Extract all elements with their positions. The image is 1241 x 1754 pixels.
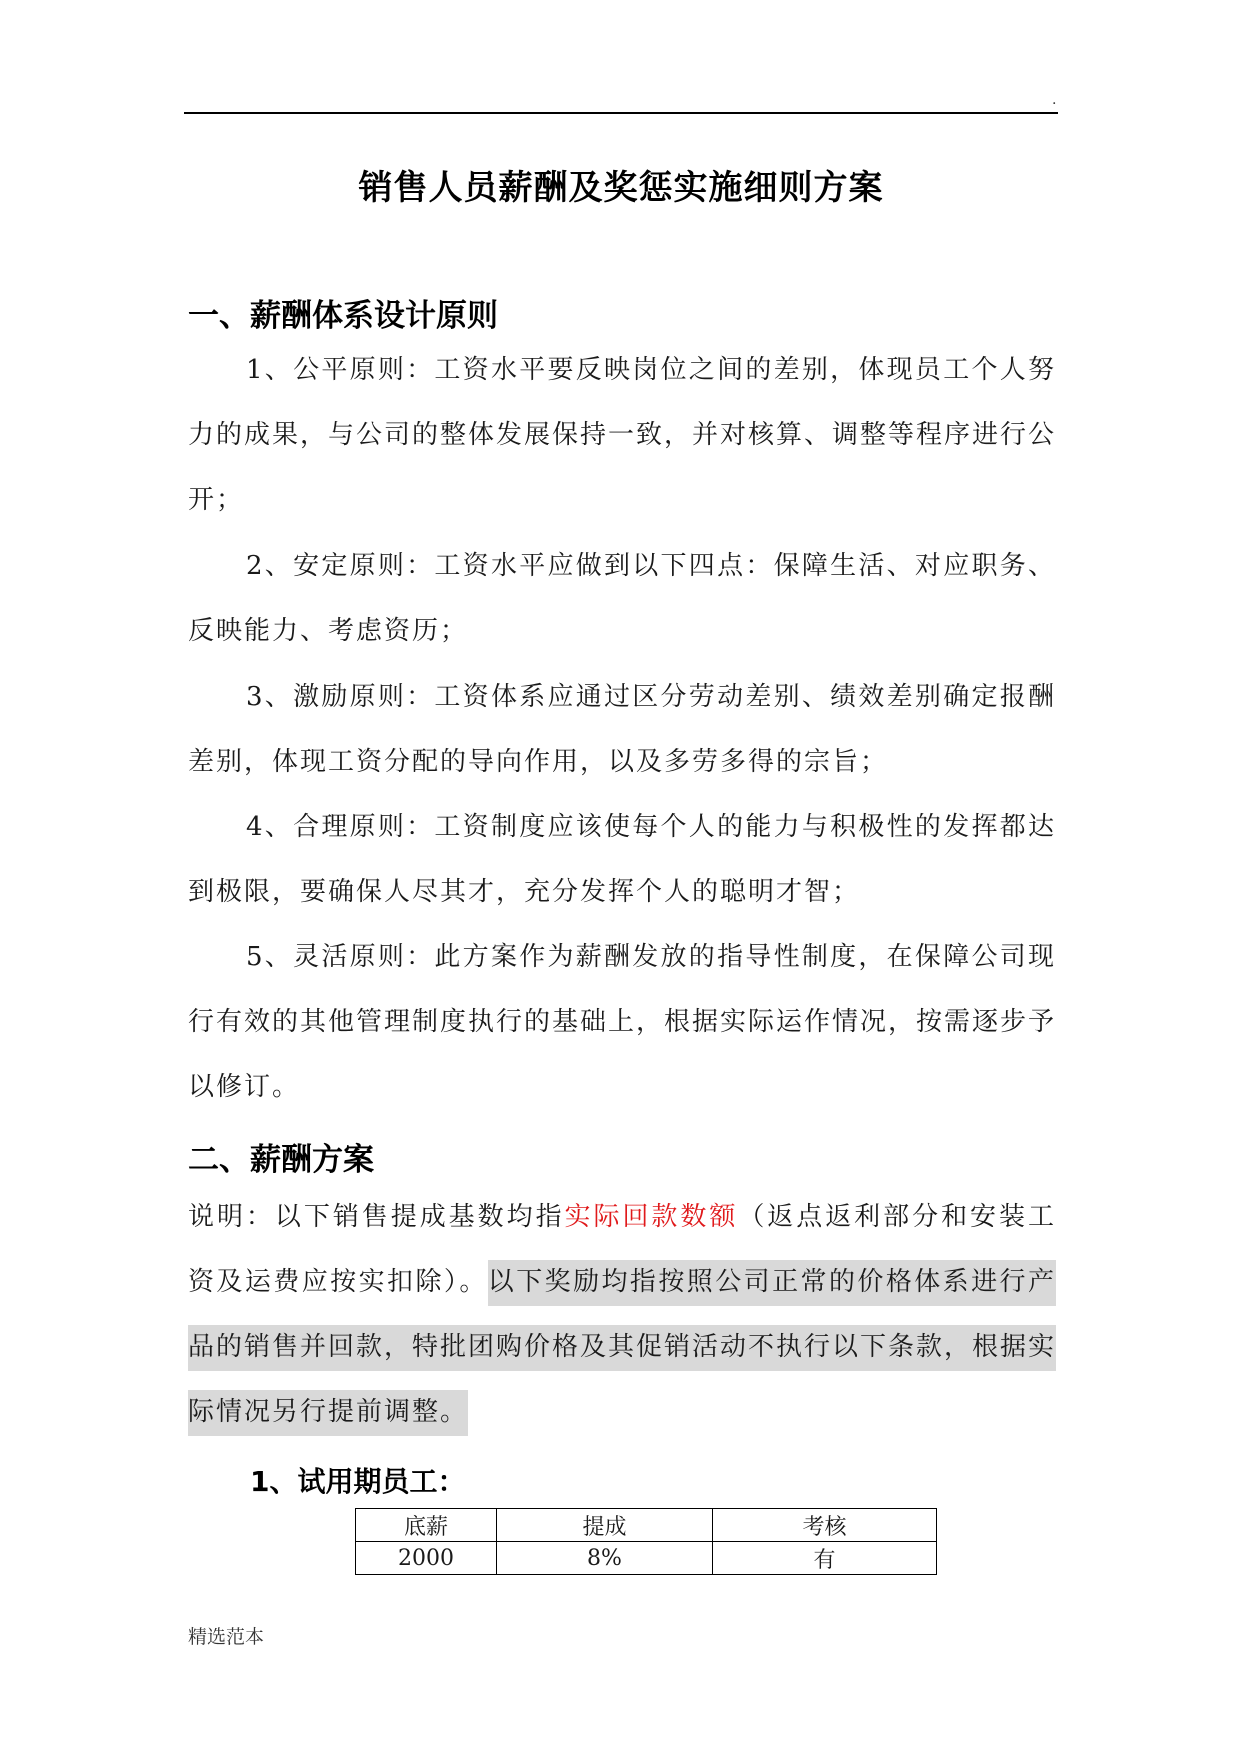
table-header-cell: 考核 [713,1509,937,1542]
principle-incentive: 3、激励原则：工资体系应通过区分劳动差别、绩效差别确定报酬差别，体现工资分配的导向作用，以及多劳多得的宗旨； [188,682,1056,777]
header-rule [184,112,1058,114]
salary-note-highlight: 以下奖励均指按照公司正常的价格体系进行产品的销售并回款，特批团购价格及其促销活动不执行以下条款，根据实际情况另行提前调整。 [188,1260,1056,1436]
footer-text: 精选范本 [188,1626,265,1648]
subheading-probation: 1、试用期员工： [250,1465,466,1498]
table-cell: 2000 [356,1542,497,1575]
table-header-cell: 底薪 [356,1509,497,1542]
table-header-cell: 提成 [497,1509,713,1542]
table-cell: 有 [713,1542,937,1575]
salary-note-prefix: 说明：以下销售提成基数均指 [188,1202,565,1232]
salary-note-emphasis: 实际回款数额 [564,1202,739,1232]
section-heading-salary-plan: 二、薪酬方案 [188,1142,374,1178]
principle-fairness: 1、公平原则：工资水平要反映岗位之间的差别，体现员工个人努力的成果，与公司的整体发展保持一致，并对核算、调整等程序进行公开； [188,355,1057,515]
salary-note-suffix: （返点返利部分和安装工资及运费应按实扣除）。 [188,1202,1056,1297]
probation-salary-table [355,1508,937,1575]
table-row [356,1542,937,1575]
table-cell: 8% [497,1542,713,1575]
principle-reasonable: 4、合理原则：工资制度应该使每个人的能力与积极性的发挥都达到极限，要确保人尽其才，充分发挥个人的聪明才智； [188,812,1056,907]
principle-flexible: 5、灵活原则：此方案作为薪酬发放的指导性制度，在保障公司现行有效的其他管理制度执行的基础上，根据实际运作情况，按需逐步予以修订。 [188,942,1057,1102]
section-heading-principles: 一、薪酬体系设计原则 [188,298,498,334]
principle-stability: 2、安定原则：工资水平应做到以下四点：保障生活、对应职务、反映能力、考虑资历； [188,551,1056,646]
header-mark: . [1052,92,1057,108]
document-title: 销售人员薪酬及奖惩实施细则方案 [358,168,884,208]
salary-note [188,1185,1056,1445]
table-header-row [356,1509,937,1542]
